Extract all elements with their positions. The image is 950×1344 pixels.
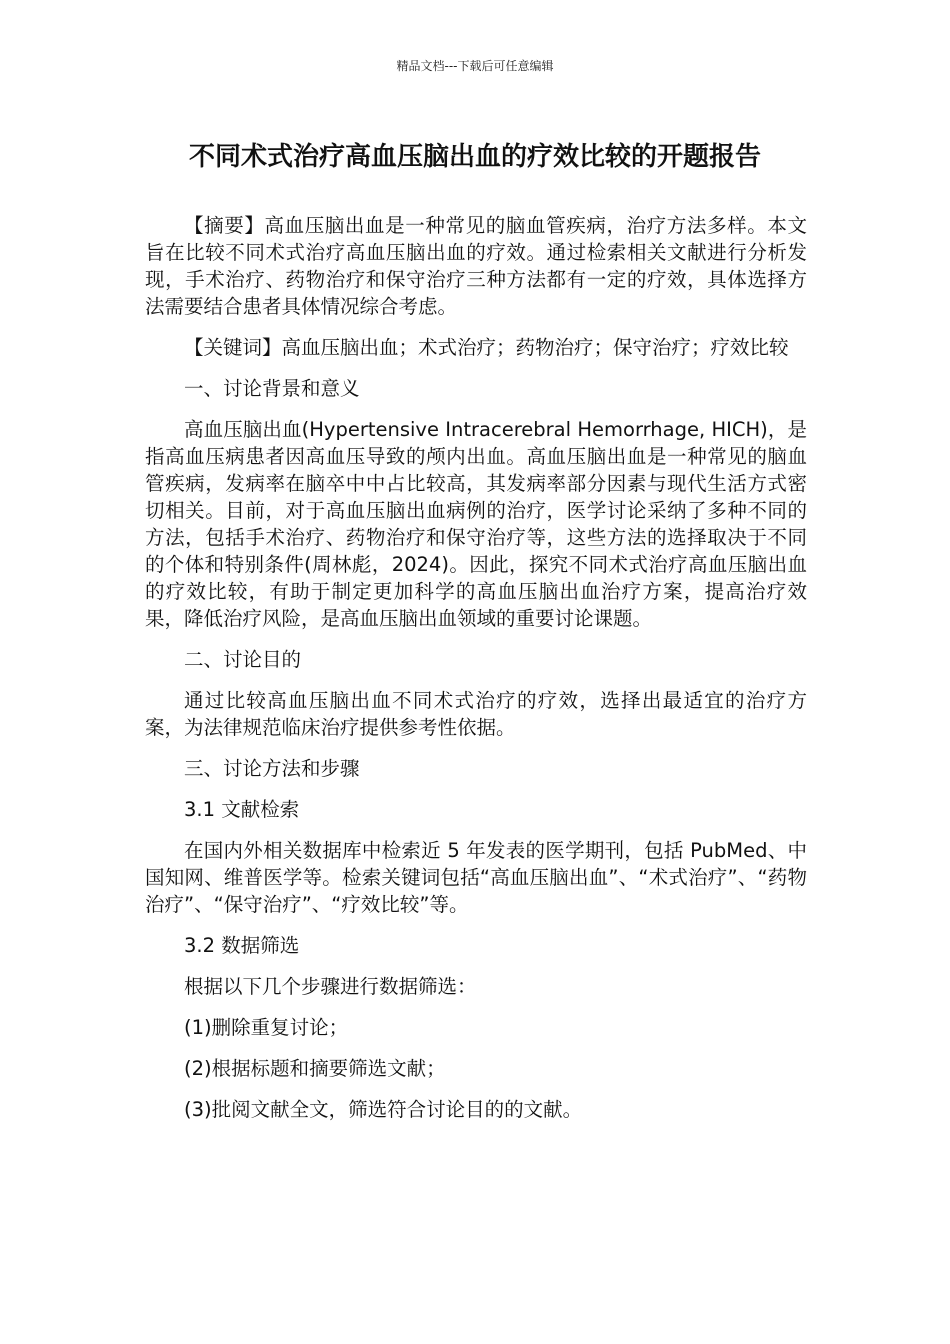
document-title: 不同术式治疗高血压脑出血的疗效比较的开题报告 (188, 142, 761, 172)
document-body (145, 212, 807, 1137)
screening-step: (3)批阅文献全文，筛选符合讨论目的的文献。 (184, 1098, 583, 1121)
keywords-paragraph: 【关键词】高血压脑出血；术式治疗；药物治疗；保守治疗；疗效比较 (184, 336, 789, 359)
section-heading-purpose: 二、讨论目的 (184, 648, 302, 671)
screening-step: (1)删除重复讨论； (184, 1016, 349, 1039)
background-paragraph: 高血压脑出血(Hypertensive Intracerebral Hemorrhage, HICH)，是指高血压病患者因高血压导致的颅内出血。高血压脑出血是一种常见的脑血管疾病，发病率在脑卒中中占比较高，其发病率部分因素与现代生活方式密切相关。目前，对于高血压脑出血病例的治疗，医学讨论采纳了多种不同的方法，包括手术治疗、药物治疗和保守治疗等，这些方法的选择取决于不同的个体和特别条件(周林彪，2024)。因此，探究不同术式治疗高血压脑出血的疗效比较，有助于制定更加科学的高血压脑出血治疗方案，提高治疗效果，降低治疗风险，是高血压脑出血领域的重要讨论课题。 (145, 418, 807, 630)
purpose-paragraph: 通过比较高血压脑出血不同术式治疗的疗效，选择出最适宜的治疗方案，为法律规范临床治疗提供参考性依据。 (145, 689, 807, 739)
abstract-paragraph: 【摘要】高血压脑出血是一种常见的脑血管疾病，治疗方法多样。本文旨在比较不同术式治疗高血压脑出血的疗效。通过检索相关文献进行分析发现，手术治疗、药物治疗和保守治疗三种方法都有一定的疗效，具体选择方法需要结合患者具体情况综合考虑。 (145, 214, 807, 318)
section-heading-methods: 三、讨论方法和步骤 (184, 757, 360, 780)
screening-step: (2)根据标题和摘要筛选文献； (184, 1057, 446, 1080)
literature-search-paragraph: 在国内外相关数据库中检索近 5 年发表的医学期刊，包括 PubMed、中国知网、维普医学等。检索关键词包括“高血压脑出血”、“术式治疗”、“药物治疗”、“保守治疗”、“疗效比较”等。 (145, 839, 807, 916)
subsection-heading-data-screening: 3.2 数据筛选 (184, 934, 300, 957)
subsection-heading-literature-search: 3.1 文献检索 (184, 798, 300, 821)
data-screening-intro: 根据以下几个步骤进行数据筛选： (184, 975, 477, 998)
section-heading-background: 一、讨论背景和意义 (184, 377, 360, 400)
header-note: 精品文档---下载后可任意编辑 (396, 59, 554, 73)
